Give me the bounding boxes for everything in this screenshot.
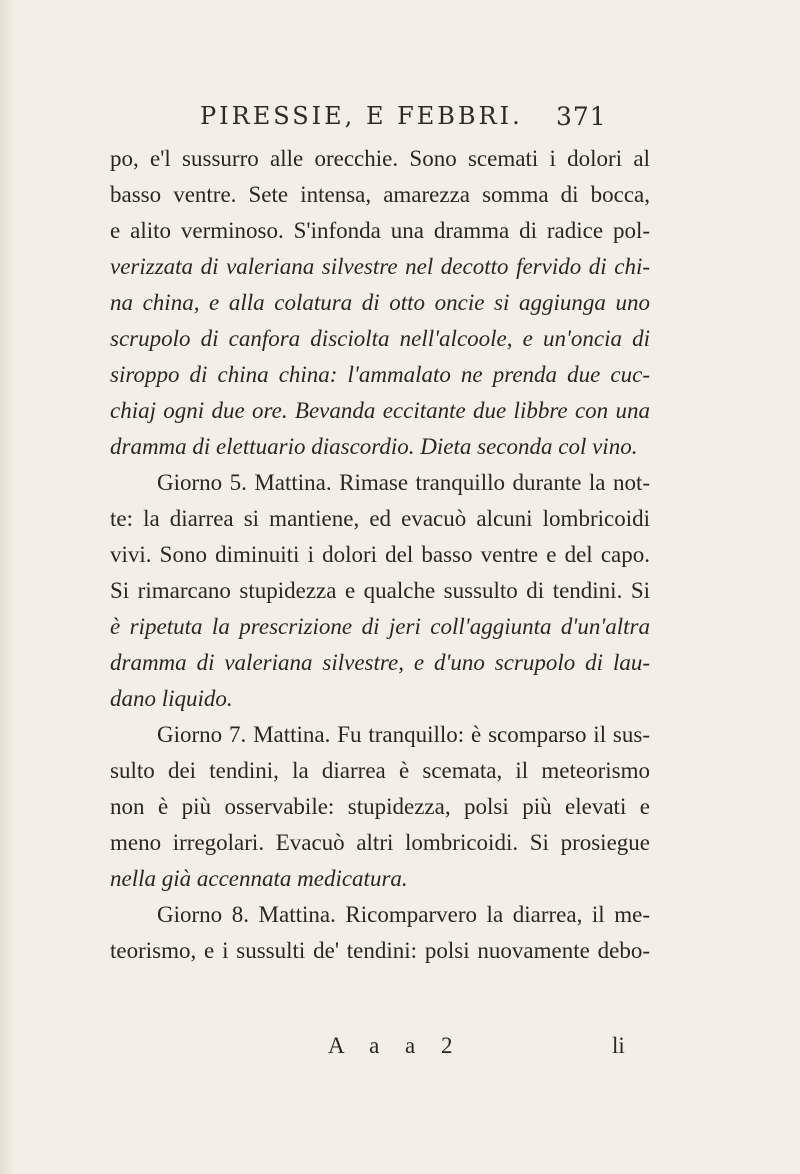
text-line: scrupolo di canfora disciolta nell'alcoole, e un'oncia di: [110, 326, 650, 351]
text-line: dramma di elettuario diascordio. Dieta seconda col vino.: [110, 434, 638, 459]
text-line: meno irregolari. Evacuò altri lombricoidi. Si prosiegue: [110, 830, 650, 855]
text-line: non è più osservabile: stupidezza, polsi più elevati e: [110, 794, 650, 819]
page-number: 371: [556, 102, 607, 131]
signature-mark: A a a 2: [328, 1033, 463, 1058]
text-line: Si rimarcano stupidezza e qualche sussulto di tendini. Si: [110, 578, 650, 603]
text-line: nella già accennata medicatura.: [110, 866, 408, 891]
text-line: po, e'l sussurro alle orecchie. Sono scemati i dolori al: [110, 146, 650, 171]
text-line: e alito verminoso. S'infonda una dramma di radice pol-: [110, 218, 650, 243]
running-head: PIRESSIE, E FEBBRI.: [200, 102, 523, 130]
text-line: è ripetuta la prescrizione di jeri coll'aggiunta d'un'altra: [110, 614, 650, 639]
text-line: dano liquido.: [110, 686, 233, 711]
text-line: dramma di valeriana silvestre, e d'uno scrupolo di lau-: [110, 650, 650, 675]
page-footer: [0, 1033, 800, 1073]
text-line: chiaj ogni due ore. Bevanda eccitante due libbre con una: [110, 398, 650, 423]
text-line: Giorno 8. Mattina. Ricomparvero la diarrea, il me-: [157, 902, 650, 927]
text-line: siroppo di china china: l'ammalato ne prenda due cuc-: [110, 362, 650, 387]
text-line: na china, e alla colatura di otto oncie si aggiunga uno: [110, 290, 650, 315]
text-line: sulto dei tendini, la diarrea è scemata, il meteorismo: [110, 758, 650, 783]
page-edge: [0, 0, 14, 1174]
text-line: verizzata di valeriana silvestre nel decotto fervido di chi-: [110, 254, 650, 279]
catchword: li: [612, 1033, 625, 1058]
text-line: Giorno 7. Mattina. Fu tranquillo: è scomparso il sus-: [157, 722, 650, 747]
text-line: basso ventre. Sete intensa, amarezza somma di bocca,: [110, 182, 650, 207]
text-line: teorismo, e i sussulti de' tendini: polsi nuovamente debo-: [110, 938, 650, 963]
text-line: Giorno 5. Mattina. Rimase tranquillo durante la not-: [157, 470, 650, 495]
text-line: vivi. Sono diminuiti i dolori del basso ventre e del capo.: [110, 542, 650, 567]
page-header: [0, 102, 800, 142]
text-line: te: la diarrea si mantiene, ed evacuò alcuni lombricoidi: [110, 506, 650, 531]
body-text: [110, 141, 650, 969]
